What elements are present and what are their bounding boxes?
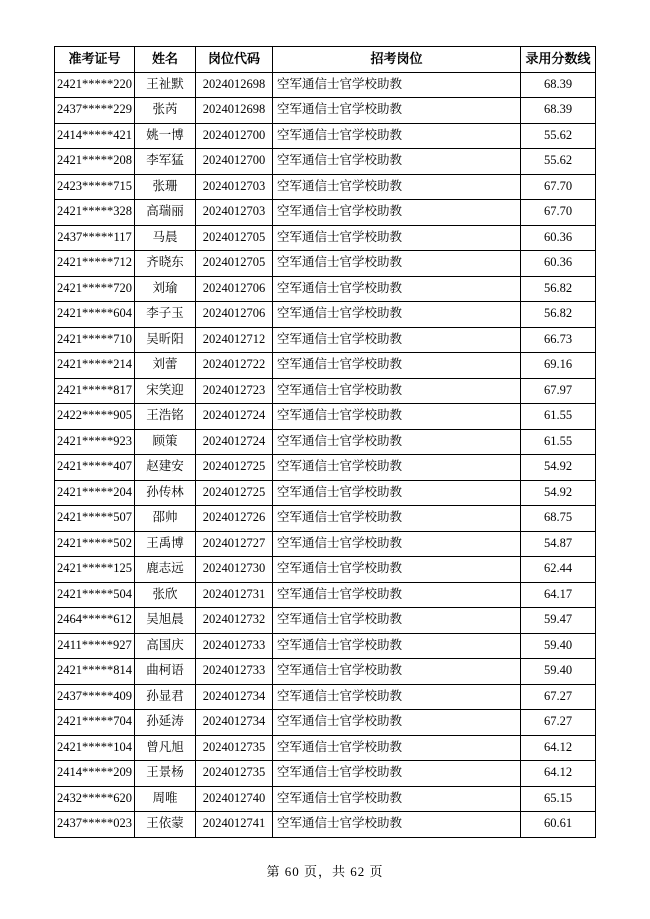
ticket-number-cell: 2414*****421 — [55, 123, 135, 149]
job-code-cell: 2024012726 — [196, 506, 273, 532]
name-cell: 李子玉 — [135, 302, 196, 328]
job-code-cell: 2024012730 — [196, 557, 273, 583]
name-cell: 王祉默 — [135, 72, 196, 98]
table-row — [55, 378, 596, 404]
table-row — [55, 98, 596, 124]
job-title-cell: 空军通信士官学校助教 — [273, 786, 521, 812]
score-cell: 59.40 — [521, 659, 596, 685]
job-title-cell: 空军通信士官学校助教 — [273, 327, 521, 353]
ticket-number-cell: 2414*****209 — [55, 761, 135, 787]
header-job-code: 岗位代码 — [196, 47, 273, 73]
job-title-cell: 空军通信士官学校助教 — [273, 455, 521, 481]
job-title-cell: 空军通信士官学校助教 — [273, 761, 521, 787]
ticket-number-cell: 2421*****204 — [55, 480, 135, 506]
table-row — [55, 684, 596, 710]
job-code-cell: 2024012735 — [196, 735, 273, 761]
ticket-number-cell: 2411*****927 — [55, 633, 135, 659]
name-cell: 赵建安 — [135, 455, 196, 481]
table-row — [55, 149, 596, 175]
score-cell: 65.15 — [521, 786, 596, 812]
score-cell: 68.39 — [521, 98, 596, 124]
score-cell: 64.17 — [521, 582, 596, 608]
job-title-cell: 空军通信士官学校助教 — [273, 404, 521, 430]
score-cell: 69.16 — [521, 353, 596, 379]
job-title-cell: 空军通信士官学校助教 — [273, 582, 521, 608]
ticket-number-cell: 2421*****604 — [55, 302, 135, 328]
name-cell: 曾凡旭 — [135, 735, 196, 761]
table-row — [55, 404, 596, 430]
job-code-cell: 2024012732 — [196, 608, 273, 634]
ticket-number-cell: 2421*****814 — [55, 659, 135, 685]
job-code-cell: 2024012735 — [196, 761, 273, 787]
score-cell: 64.12 — [521, 735, 596, 761]
ticket-number-cell: 2421*****710 — [55, 327, 135, 353]
score-cell: 60.36 — [521, 251, 596, 277]
ticket-number-cell: 2464*****612 — [55, 608, 135, 634]
ticket-number-cell: 2437*****023 — [55, 812, 135, 838]
name-cell: 刘蕾 — [135, 353, 196, 379]
job-title-cell: 空军通信士官学校助教 — [273, 480, 521, 506]
name-cell: 宋笑迎 — [135, 378, 196, 404]
header-name: 姓名 — [135, 47, 196, 73]
score-cell: 68.75 — [521, 506, 596, 532]
score-table — [54, 46, 596, 838]
score-cell: 64.12 — [521, 761, 596, 787]
table-row — [55, 327, 596, 353]
name-cell: 张珊 — [135, 174, 196, 200]
table-row — [55, 302, 596, 328]
ticket-number-cell: 2422*****905 — [55, 404, 135, 430]
job-code-cell: 2024012722 — [196, 353, 273, 379]
name-cell: 周唯 — [135, 786, 196, 812]
job-code-cell: 2024012741 — [196, 812, 273, 838]
table-row — [55, 506, 596, 532]
score-cell: 62.44 — [521, 557, 596, 583]
ticket-number-cell: 2421*****817 — [55, 378, 135, 404]
job-code-cell: 2024012698 — [196, 72, 273, 98]
job-code-cell: 2024012725 — [196, 455, 273, 481]
page-indicator: 第 60 页，共 62 页 — [266, 863, 384, 879]
job-title-cell: 空军通信士官学校助教 — [273, 506, 521, 532]
job-title-cell: 空军通信士官学校助教 — [273, 557, 521, 583]
score-cell: 60.61 — [521, 812, 596, 838]
job-code-cell: 2024012734 — [196, 684, 273, 710]
score-cell: 56.82 — [521, 276, 596, 302]
job-code-cell: 2024012724 — [196, 429, 273, 455]
table-row — [55, 761, 596, 787]
job-title-cell: 空军通信士官学校助教 — [273, 378, 521, 404]
table-header-row — [55, 47, 596, 73]
job-code-cell: 2024012698 — [196, 98, 273, 124]
name-cell: 王依蒙 — [135, 812, 196, 838]
job-code-cell: 2024012725 — [196, 480, 273, 506]
score-cell: 67.97 — [521, 378, 596, 404]
name-cell: 高国庆 — [135, 633, 196, 659]
name-cell: 王浩铭 — [135, 404, 196, 430]
job-title-cell: 空军通信士官学校助教 — [273, 276, 521, 302]
job-title-cell: 空军通信士官学校助教 — [273, 72, 521, 98]
job-title-cell: 空军通信士官学校助教 — [273, 353, 521, 379]
ticket-number-cell: 2421*****502 — [55, 531, 135, 557]
table-row — [55, 735, 596, 761]
job-title-cell: 空军通信士官学校助教 — [273, 123, 521, 149]
job-code-cell: 2024012733 — [196, 659, 273, 685]
job-code-cell: 2024012734 — [196, 710, 273, 736]
name-cell: 高瑞丽 — [135, 200, 196, 226]
table-row — [55, 710, 596, 736]
score-cell: 67.27 — [521, 710, 596, 736]
name-cell: 姚一博 — [135, 123, 196, 149]
name-cell: 王禹博 — [135, 531, 196, 557]
job-title-cell: 空军通信士官学校助教 — [273, 429, 521, 455]
ticket-number-cell: 2432*****620 — [55, 786, 135, 812]
table-row — [55, 123, 596, 149]
ticket-number-cell: 2421*****220 — [55, 72, 135, 98]
ticket-number-cell: 2421*****923 — [55, 429, 135, 455]
table-row — [55, 633, 596, 659]
table-row — [55, 200, 596, 226]
table-row — [55, 353, 596, 379]
job-title-cell: 空军通信士官学校助教 — [273, 302, 521, 328]
ticket-number-cell: 2421*****504 — [55, 582, 135, 608]
job-code-cell: 2024012700 — [196, 149, 273, 175]
table-row — [55, 812, 596, 838]
name-cell: 王景杨 — [135, 761, 196, 787]
ticket-number-cell: 2423*****715 — [55, 174, 135, 200]
job-code-cell: 2024012705 — [196, 225, 273, 251]
job-title-cell: 空军通信士官学校助教 — [273, 684, 521, 710]
job-title-cell: 空军通信士官学校助教 — [273, 608, 521, 634]
job-code-cell: 2024012731 — [196, 582, 273, 608]
name-cell: 吴昕阳 — [135, 327, 196, 353]
job-title-cell: 空军通信士官学校助教 — [273, 200, 521, 226]
ticket-number-cell: 2421*****720 — [55, 276, 135, 302]
job-title-cell: 空军通信士官学校助教 — [273, 812, 521, 838]
job-code-cell: 2024012724 — [196, 404, 273, 430]
table-body — [55, 72, 596, 837]
name-cell: 顾策 — [135, 429, 196, 455]
job-code-cell: 2024012705 — [196, 251, 273, 277]
ticket-number-cell: 2421*****704 — [55, 710, 135, 736]
job-code-cell: 2024012703 — [196, 200, 273, 226]
job-code-cell: 2024012733 — [196, 633, 273, 659]
job-title-cell: 空军通信士官学校助教 — [273, 149, 521, 175]
job-code-cell: 2024012706 — [196, 302, 273, 328]
name-cell: 孙延涛 — [135, 710, 196, 736]
job-code-cell: 2024012727 — [196, 531, 273, 557]
score-cell: 61.55 — [521, 429, 596, 455]
ticket-number-cell: 2421*****328 — [55, 200, 135, 226]
name-cell: 齐晓东 — [135, 251, 196, 277]
name-cell: 张欣 — [135, 582, 196, 608]
score-cell: 67.70 — [521, 174, 596, 200]
score-cell: 55.62 — [521, 149, 596, 175]
score-cell: 60.36 — [521, 225, 596, 251]
header-ticket-number: 准考证号 — [55, 47, 135, 73]
ticket-number-cell: 2421*****407 — [55, 455, 135, 481]
score-cell: 67.70 — [521, 200, 596, 226]
ticket-number-cell: 2421*****214 — [55, 353, 135, 379]
job-code-cell: 2024012712 — [196, 327, 273, 353]
job-title-cell: 空军通信士官学校助教 — [273, 251, 521, 277]
ticket-number-cell: 2437*****117 — [55, 225, 135, 251]
table-row — [55, 251, 596, 277]
job-code-cell: 2024012740 — [196, 786, 273, 812]
table-row — [55, 659, 596, 685]
name-cell: 刘瑜 — [135, 276, 196, 302]
name-cell: 李军猛 — [135, 149, 196, 175]
score-cell: 59.47 — [521, 608, 596, 634]
table-row — [55, 276, 596, 302]
name-cell: 孙显君 — [135, 684, 196, 710]
table-row — [55, 72, 596, 98]
ticket-number-cell: 2421*****208 — [55, 149, 135, 175]
job-code-cell: 2024012723 — [196, 378, 273, 404]
ticket-number-cell: 2421*****125 — [55, 557, 135, 583]
score-cell: 68.39 — [521, 72, 596, 98]
table-row — [55, 557, 596, 583]
job-title-cell: 空军通信士官学校助教 — [273, 531, 521, 557]
score-cell: 54.87 — [521, 531, 596, 557]
ticket-number-cell: 2437*****409 — [55, 684, 135, 710]
job-title-cell: 空军通信士官学校助教 — [273, 98, 521, 124]
job-title-cell: 空军通信士官学校助教 — [273, 174, 521, 200]
score-cell: 55.62 — [521, 123, 596, 149]
name-cell: 孙传林 — [135, 480, 196, 506]
header-score-line: 录用分数线 — [521, 47, 596, 73]
score-cell: 54.92 — [521, 455, 596, 481]
job-title-cell: 空军通信士官学校助教 — [273, 710, 521, 736]
score-cell: 56.82 — [521, 302, 596, 328]
name-cell: 邵帅 — [135, 506, 196, 532]
table-row — [55, 480, 596, 506]
score-cell: 59.40 — [521, 633, 596, 659]
score-cell: 54.92 — [521, 480, 596, 506]
name-cell: 吴旭晨 — [135, 608, 196, 634]
job-title-cell: 空军通信士官学校助教 — [273, 225, 521, 251]
table-row — [55, 582, 596, 608]
job-code-cell: 2024012700 — [196, 123, 273, 149]
ticket-number-cell: 2437*****229 — [55, 98, 135, 124]
name-cell: 鹿志远 — [135, 557, 196, 583]
name-cell: 马晨 — [135, 225, 196, 251]
score-cell: 61.55 — [521, 404, 596, 430]
job-code-cell: 2024012706 — [196, 276, 273, 302]
ticket-number-cell: 2421*****712 — [55, 251, 135, 277]
table-row — [55, 531, 596, 557]
name-cell: 张芮 — [135, 98, 196, 124]
header-job-title: 招考岗位 — [273, 47, 521, 73]
score-cell: 67.27 — [521, 684, 596, 710]
table-row — [55, 786, 596, 812]
job-title-cell: 空军通信士官学校助教 — [273, 735, 521, 761]
table-row — [55, 455, 596, 481]
table-row — [55, 429, 596, 455]
job-code-cell: 2024012703 — [196, 174, 273, 200]
table-row — [55, 174, 596, 200]
score-cell: 66.73 — [521, 327, 596, 353]
job-title-cell: 空军通信士官学校助教 — [273, 633, 521, 659]
table-row — [55, 225, 596, 251]
job-title-cell: 空军通信士官学校助教 — [273, 659, 521, 685]
ticket-number-cell: 2421*****507 — [55, 506, 135, 532]
table-row — [55, 608, 596, 634]
ticket-number-cell: 2421*****104 — [55, 735, 135, 761]
name-cell: 曲柯语 — [135, 659, 196, 685]
